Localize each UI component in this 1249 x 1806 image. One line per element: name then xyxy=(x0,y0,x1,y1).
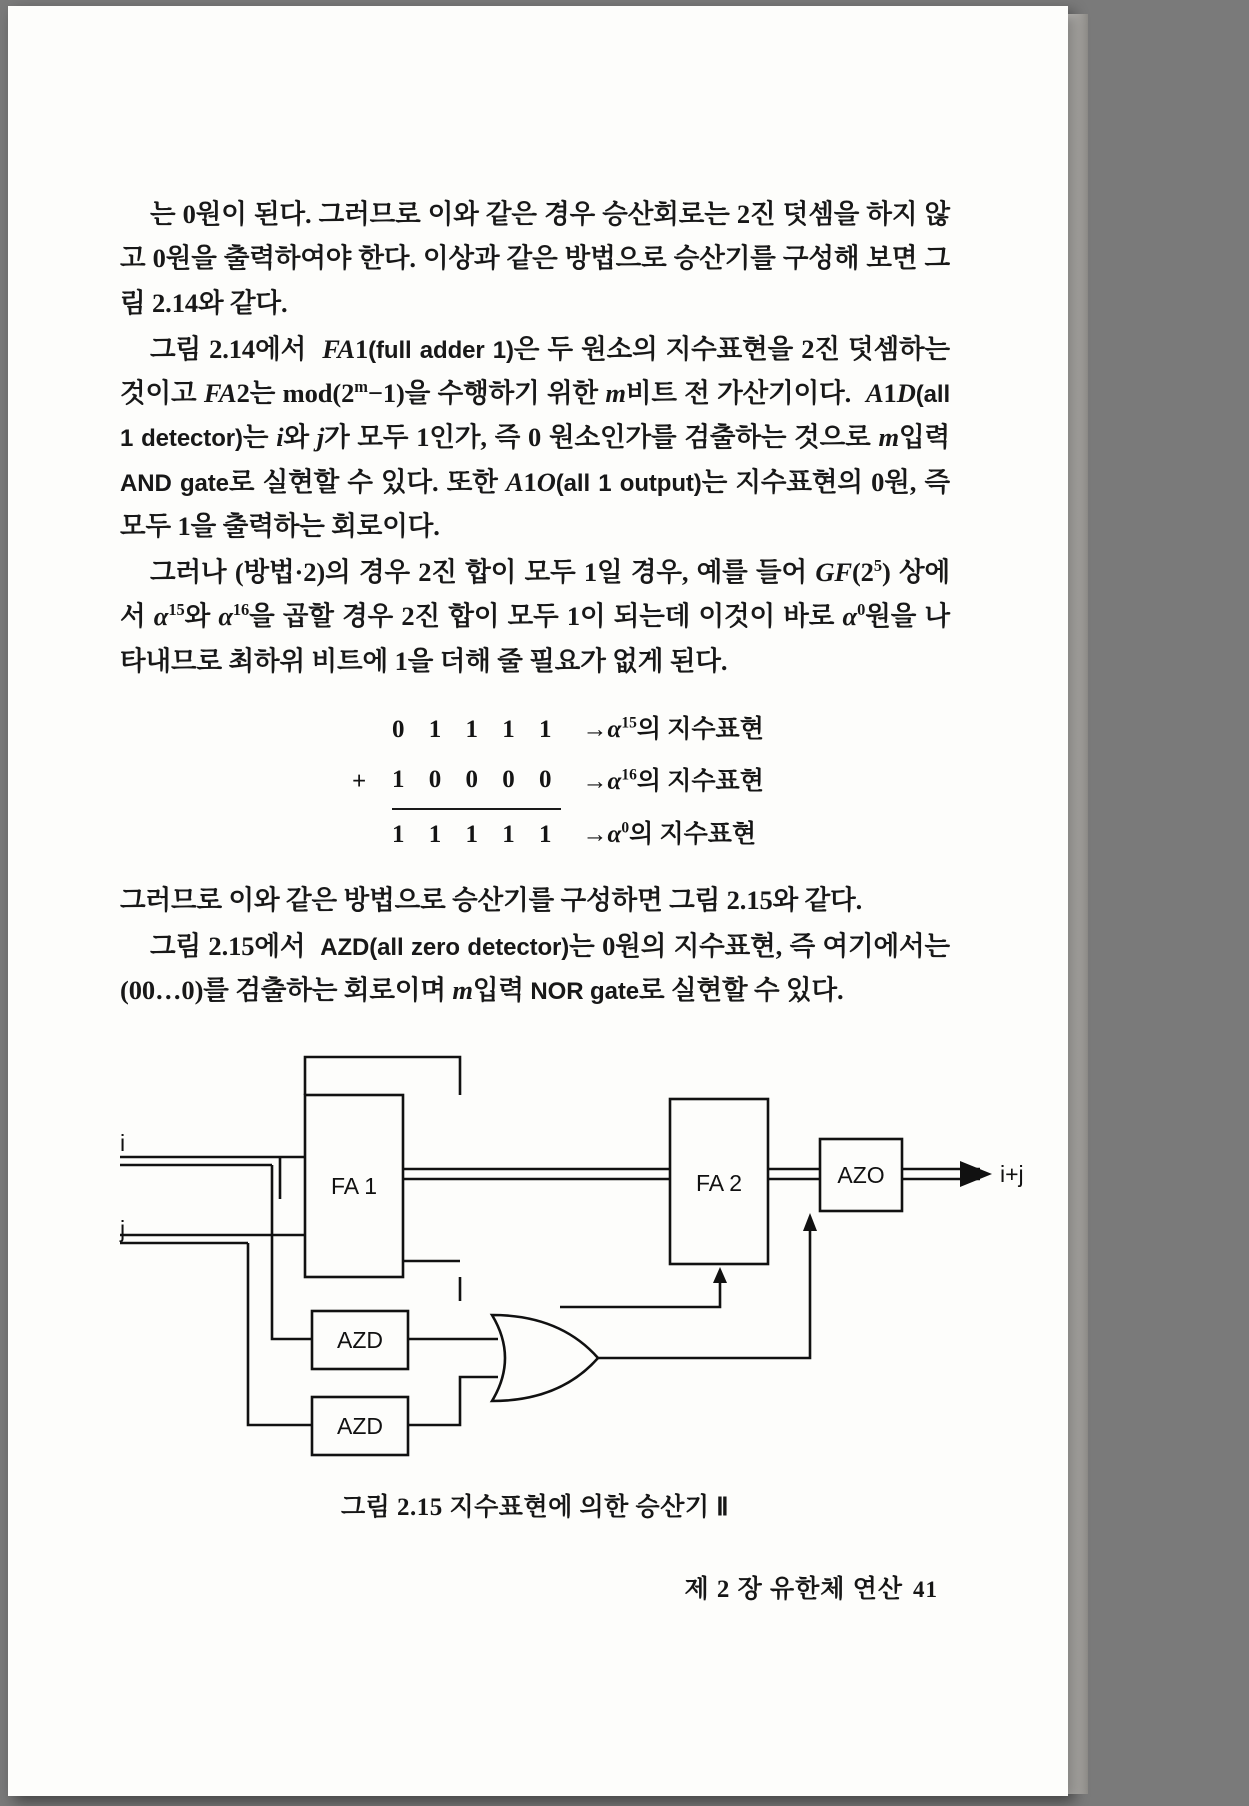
equation-row2-label: $\to\alpha^{16}$의 지수표현 xyxy=(582,766,764,796)
input-label-j: j xyxy=(120,1215,126,1242)
equation-row3-label: $\to\alpha^0$의 지수표현 xyxy=(582,819,757,848)
block-label-fa1: FA 1 xyxy=(330,1172,378,1199)
book-page xyxy=(8,6,1068,1796)
input-label-i: i xyxy=(120,1129,126,1156)
output-label: i+j xyxy=(1000,1160,1024,1187)
equation-block xyxy=(120,705,950,860)
footer-chapter: 제 2 장 유한체 연산 xyxy=(684,1575,903,1603)
paragraph-4: 그러므로 이와 같은 방법으로 승산기를 구성하면 그림 2.15와 같다. xyxy=(120,884,863,915)
paragraph-5: 그림 2.15에서 AZD(all zero detector)는 0원의 지수표현, 즉 여기에서는 (00…0)를 검출하는 회로이며 m입력 NOR gate로 실현할 수 있다. xyxy=(120,931,950,1006)
footer-page-number: 41 xyxy=(913,1576,938,1602)
paragraph-3: 그러나 (방법·2)의 경우 2진 합이 모두 1일 경우, 예를 들어 $GF(2^5)$ 상에서 $\alpha^{15}$와 $\alpha^{16}$을 곱할 경우 2진 합이 모두 1이 되는데 이것이 바로 $\alpha^0$원을 나타내므로 최하위 비트에 1을 더해 줄 필요가 없게 된다. xyxy=(120,556,950,676)
block-label-azd-2: AZD xyxy=(337,1412,383,1439)
page-footer xyxy=(120,1569,950,1605)
equation-row1-label: $\to\alpha^{15}$의 지수표현 xyxy=(582,714,764,743)
equation-row-3 xyxy=(120,810,950,860)
equation-row3-digits: 1 1 1 1 1 xyxy=(392,820,561,848)
equation-row-1 xyxy=(120,705,950,755)
equation-row-2 xyxy=(120,755,950,810)
block-label-azd-1: AZD xyxy=(337,1326,383,1353)
circuit-diagram xyxy=(120,1039,1024,1469)
equation-row1-digits: 0 1 1 1 1 xyxy=(392,715,561,743)
paragraph-1: 는 0원이 된다. 그러므로 이와 같은 경우 승산회로는 2진 덧셈을 하지 않고 0원을 출력하여야 한다. 이상과 같은 방법으로 승산기를 구성해 보면 그림 2.14와 같다. xyxy=(120,199,950,318)
paragraph-2: 그림 2.14에서 FA1(full adder 1)은 두 원소의 지수표현을 2진 덧셈하는 것이고 FA2는 $mod(2^m-1)$을 수행하기 위한 m비트 전 가산기이다. A1D(all 1 detector)는 i와 j가 모두 1인가, 즉 0 원소인가를 검출하는 것으로 m입력 AND gate로 실현할 수 있다. 또한 A1O(all 1 output)는 지수표현의 0원, 즉 모두 1을 출력하는 회로이다. xyxy=(120,333,951,541)
figure-2-15 xyxy=(120,1039,1024,1469)
figure-caption: 그림 2.15 지수표현에 의한 승산기 Ⅱ xyxy=(340,1493,730,1521)
equation-row2-digits: 1 0 0 0 0 xyxy=(392,755,561,810)
page-content xyxy=(120,192,1024,1605)
page-edge-shadow xyxy=(1068,14,1088,1794)
equation-plus-sign: + xyxy=(352,768,367,796)
block-label-fa2: FA 2 xyxy=(695,1169,743,1196)
block-label-azo: AZO xyxy=(837,1161,885,1188)
